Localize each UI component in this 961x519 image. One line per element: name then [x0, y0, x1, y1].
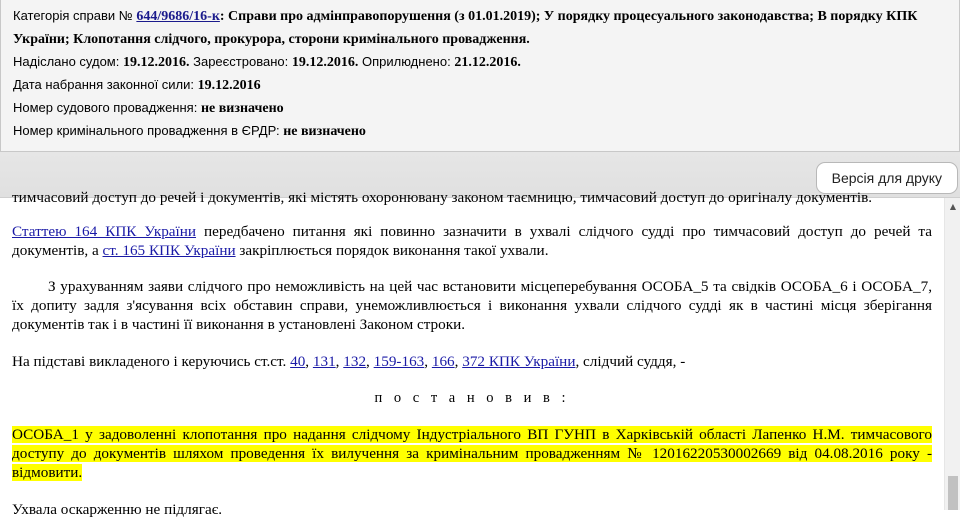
partial-text-line: тимчасовий доступ до речей і документів, які містять охоронювану законом таємницю, тимчасовий доступ до оригіналу документів. — [12, 189, 873, 206]
effective-label: Дата набрання законної сили: — [13, 77, 195, 92]
article-40-link[interactable]: 40 — [290, 353, 306, 370]
article-164-link[interactable]: Статтею 164 КПК України — [12, 223, 197, 240]
article-131-link[interactable]: 131 — [312, 353, 336, 370]
effective-row — [13, 74, 947, 97]
proceeding-label: Номер судового провадження: — [13, 100, 198, 115]
paragraph-circumstances: З урахуванням заяви слідчого про неможливість на цей час встановити місцеперебування ОСОБА_5 та свідків ОСОБА_6 і ОСОБА_7, їх допиту задля з'ясування всіх обставин справи, унеможливлюється і виконання ухвали слідчого судді як в частині місця зберігання документів так і в частині її виконання в установлені Законом строки. — [12, 278, 932, 333]
scrollbar-thumb[interactable] — [948, 476, 958, 510]
category-value: : Справи про адмінправопорушення (з 01.01.2019); У порядку процесуального законодавства; В порядку КПК України; Клопотання слідчого, прокурора, сторони кримінального провадження. — [13, 9, 918, 47]
paragraph-articles — [12, 222, 932, 260]
resolution-paragraph — [12, 425, 932, 482]
article-165-link[interactable]: ст. 165 КПК України — [102, 242, 236, 259]
paragraph-text: передбачено питання які повинно зазначити в ухвалі слідчого судді про тимчасовий доступ до речей та документів, а — [12, 223, 932, 259]
final-paragraph: Ухвала оскарженню не підлягає. — [12, 501, 223, 518]
category-label: Категорія справи № — [13, 8, 133, 23]
erdr-row — [13, 120, 947, 143]
registered-label: Зареєстровано: — [193, 54, 289, 69]
print-version-button[interactable]: Версія для друку — [816, 162, 958, 194]
article-132-link[interactable]: 132 — [343, 353, 367, 370]
case-info-panel — [0, 0, 960, 152]
article-159-163-link[interactable]: 159-163 — [373, 353, 425, 370]
erdr-value: не визначено — [283, 124, 366, 139]
proceeding-value: не визначено — [200, 101, 284, 116]
published-label: Оприлюднено: — [361, 54, 451, 69]
published-date: 21.12.2016. — [454, 55, 521, 70]
proceeding-row — [13, 97, 947, 120]
paragraph-text: , слідчий суддя, - — [575, 353, 686, 370]
paragraph-text: закріплюється порядок виконання такої ухвали. — [235, 242, 549, 259]
scroll-up-arrow-icon[interactable]: ▲ — [949, 201, 957, 211]
erdr-label: Номер кримінального провадження в ЄРДР: — [13, 123, 280, 138]
document-content — [12, 222, 932, 519]
highlighted-resolution: ОСОБА_1 у задоволенні клопотання про надання слідчому Індустріального ВП ГУНП в Харківській області Лапенко Н.М. тимчасового доступу до документів шляхом проведення їх вилучення за кримінальним провадженням № 12016220530002669 від 04.08.2016 року - відмовити. — [12, 426, 932, 481]
sent-label: Надіслано судом: — [13, 54, 120, 69]
decree-heading: п о с т а н о в и в : — [374, 390, 570, 406]
dates-row — [13, 51, 947, 74]
document-body — [0, 189, 944, 518]
case-number-link[interactable]: 644/9686/16-к — [136, 9, 220, 24]
paragraph-grounds: На підставі викладеного і керуючись ст.ст. 40, 131, 132, 159-163, 166, 372 КПК України, слідчий суддя, - — [12, 353, 686, 370]
registered-date: 19.12.2016. — [291, 55, 359, 70]
sent-date: 19.12.2016. — [123, 55, 190, 70]
effective-date: 19.12.2016 — [197, 78, 261, 93]
vertical-scrollbar[interactable] — [944, 198, 960, 510]
category-row — [13, 5, 947, 51]
article-166-link[interactable]: 166 — [431, 353, 455, 370]
paragraph-text: На підставі викладеного і керуючись ст.ст. — [12, 353, 291, 370]
article-372-link[interactable]: 372 КПК України — [462, 353, 576, 370]
